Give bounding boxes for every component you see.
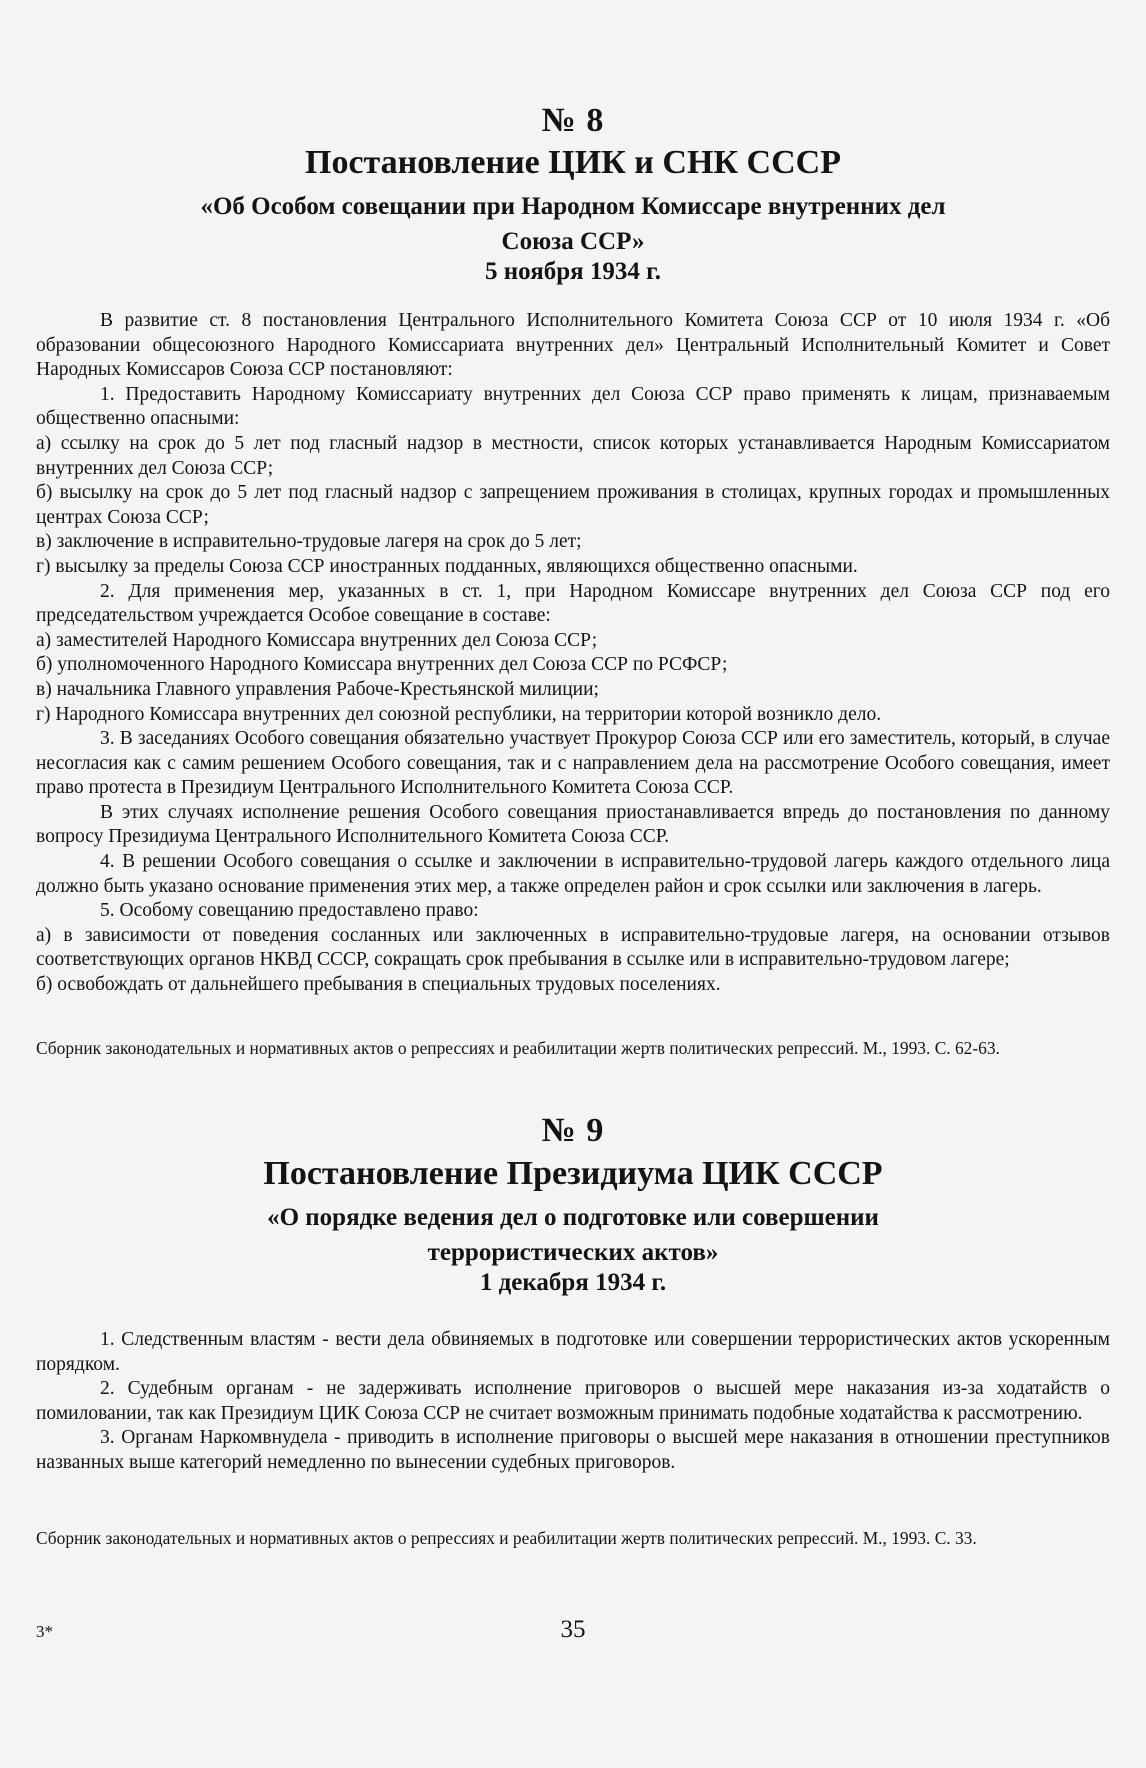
page-number: 35 (560, 1616, 586, 1643)
doc9-paragraph: 2. Судебным органам - не задерживать исполнение приговоров о высшей мере наказания из-за ходатайств о помиловании, так как Президиум ЦИК Союза ССР не считает возможным принимать подобные ходатайства к рассмотрению. (36, 1378, 1110, 1424)
doc8-body (36, 309, 1110, 998)
doc8-paragraph: г) Народного Комиссара внутренних дел союзной республики, на территории которой возникло дело. (36, 703, 882, 725)
doc8-paragraph: а) ссылку на срок до 5 лет под гласный надзор в местности, список которых устанавливается Народным Комиссариатом внутренних дел Союза ССР; (36, 432, 1110, 479)
doc8-paragraph: 2. Для применения мер, указанных в ст. 1, при Народном Комиссаре внутренних дел Союза ССР под его председательством учреждается Особое совещание в составе: (36, 580, 1110, 627)
signature-mark: 3* (36, 1622, 53, 1641)
doc8-paragraph: б) высылку на срок до 5 лет под гласный надзор с запрещением проживания в столицах, крупных городах и промышленных центрах Союза ССР; (36, 482, 1110, 528)
doc8-heading: Постановление ЦИК и СНК СССР (305, 144, 841, 181)
doc8-paragraph: б) уполномоченного Народного Комиссара внутренних дел Союза ССР по РСФСР; (36, 654, 728, 676)
doc8-paragraph: 3. В заседаниях Особого совещания обязательно участвует Прокурор Союза ССР или его заместитель, который, в случае несогласия как с самим решением Особого совещания, так и с направлением дела на рассмотрение Особого совещания, имеет право протеста в Президиум Центрального Исполнительного Комитета Союза ССР. (36, 728, 1110, 799)
doc8-paragraph: 4. В решении Особого совещания о ссылке и заключении в исправительно-трудовой лагерь каждого отдельного лица должно быть указано основание применения этих мер, а также определен район и срок ссылки или заключения в лагерь. (36, 851, 1110, 897)
doc9-paragraph: 1. Следственным властям - вести дела обвиняемых в подготовке или совершении террористических актов ускоренным порядком. (36, 1329, 1110, 1375)
doc8-subtitle: «Об Особом совещании при Народном Комиссаре внутренних дел Союза ССР» (200, 193, 946, 255)
doc8-paragraph: г) высылку за пределы Союза ССР иностранных подданных, являющихся общественно опасными. (36, 555, 858, 577)
doc9-subtitle: «О порядке ведения дел о подготовке или совершении террористических актов» (267, 1204, 879, 1266)
doc8-paragraph: 1. Предоставить Народному Комиссариату внутренних дел Союза ССР право применять к лицам, признаваемым общественно опасными: (36, 383, 1110, 430)
doc9-body (36, 1328, 1110, 1476)
doc8-paragraph: б) освобождать от дальнейшего пребывания в специальных трудовых поселениях. (36, 974, 721, 996)
doc8-date: 5 ноября 1934 г. (485, 258, 661, 285)
doc8-source-citation: Сборник законодательных и нормативных актов о репрессиях и реабилитации жертв политических репрессий. М., 1993. С. 62-63. (36, 1038, 1000, 1058)
doc8-paragraph: а) в зависимости от поведения сосланных или заключенных в исправительно-трудовые лагеря, на основании отзывов соответствующих органов НКВД СССР, сокращать срок пребывания в ссылке или в исправительно-трудовом лагере; (36, 924, 1110, 971)
doc8-paragraph: в) заключение в исправительно-трудовые лагеря на срок до 5 лет; (36, 531, 582, 553)
doc9-number: № 9 (541, 1112, 605, 1149)
doc9-heading: Постановление Президиума ЦИК СССР (263, 1155, 883, 1192)
doc9-date: 1 декабря 1934 г. (479, 1269, 667, 1296)
doc8-paragraph: В развитие ст. 8 постановления Центрального Исполнительного Комитета Союза ССР от 10 июля 1934 г. «Об образовании общесоюзного Народного Комиссариата внутренних дел» Центральный Исполнительный Комитет и Совет Народных Комиссаров Союза ССР постановляют: (36, 310, 1110, 381)
doc9-source-citation: Сборник законодательных и нормативных актов о репрессиях и реабилитации жертв политических репрессий. М., 1993. С. 33. (36, 1528, 977, 1548)
doc8-paragraph: 5. Особому совещанию предоставлено право: (100, 900, 479, 922)
doc8-paragraph: В этих случаях исполнение решения Особого совещания приостанавливается впредь до постановления по данному вопросу Президиума Центрального Исполнительного Комитета Союза ССР. (36, 801, 1110, 848)
doc8-paragraph: в) начальника Главного управления Рабоче-Крестьянской милиции; (36, 678, 599, 700)
doc9-paragraph: 3. Органам Наркомвнудела - приводить в исполнение приговоры о высшей мере наказания в отношении преступников названных выше категорий немедленно по вынесении судебных приговоров. (36, 1427, 1110, 1473)
doc8-paragraph: а) заместителей Народного Комиссара внутренних дел Союза ССР; (36, 629, 598, 651)
doc8-number: № 8 (541, 102, 605, 139)
